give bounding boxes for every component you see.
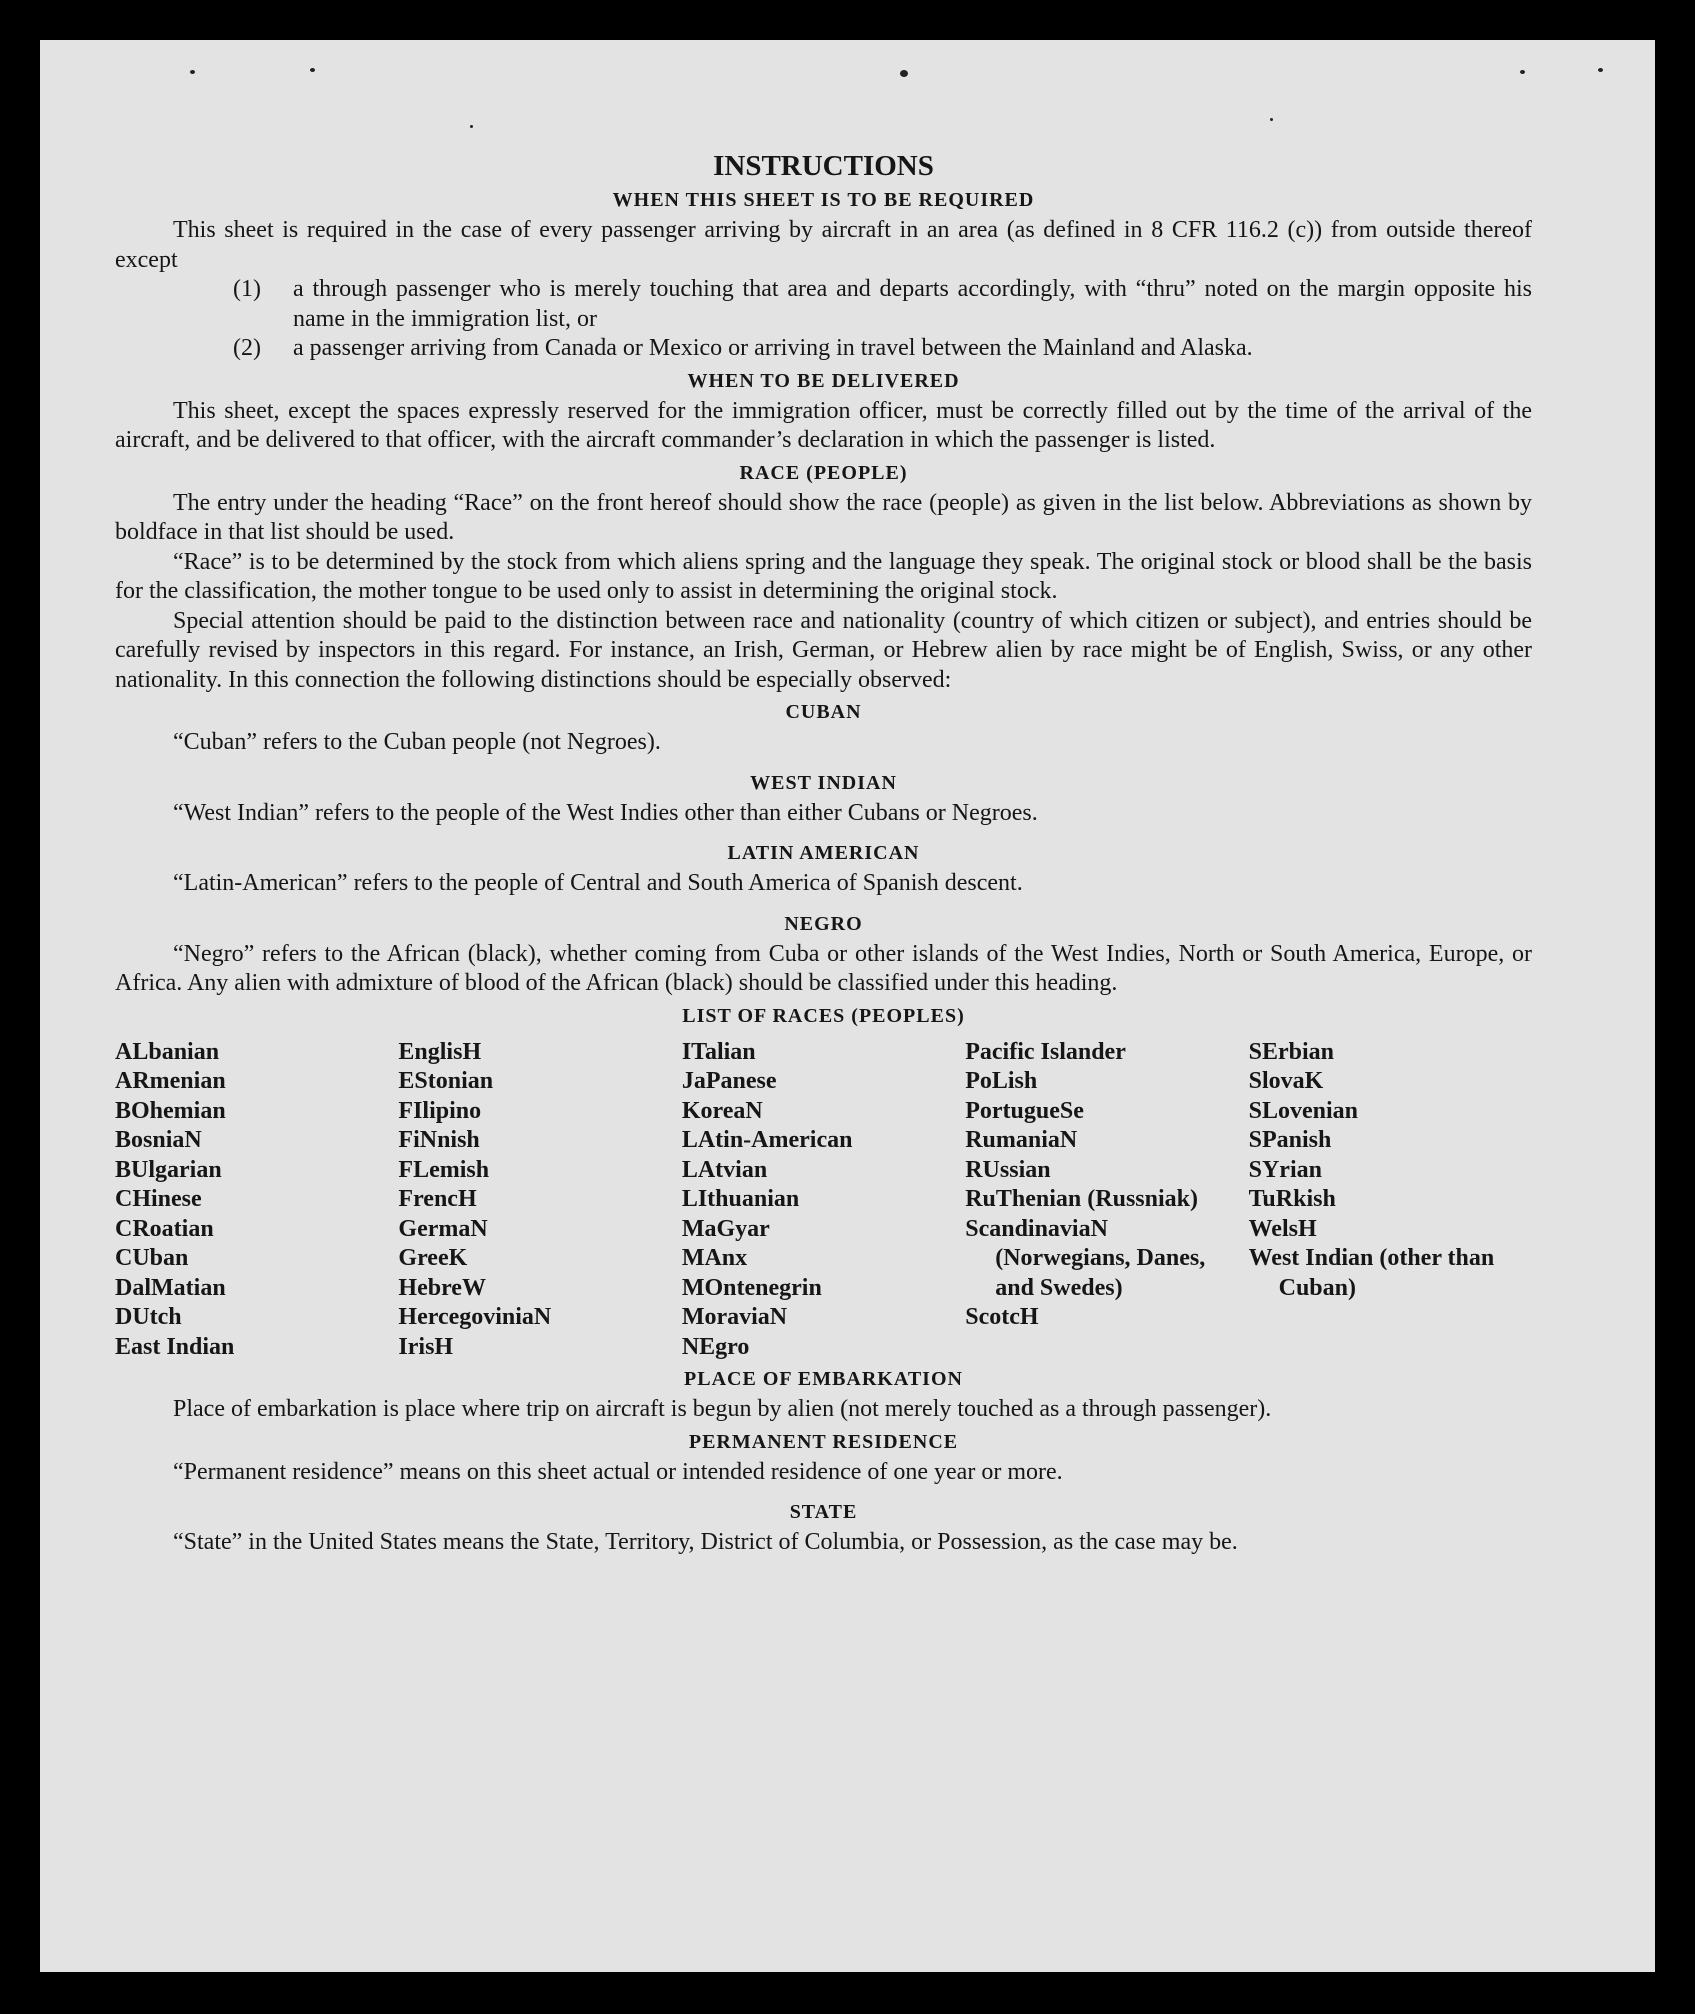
- race-item: LIthuanian: [681, 1186, 800, 1212]
- race-item: RuThenian (Russniak): [965, 1186, 1198, 1212]
- race-item: BosniaN: [115, 1127, 202, 1153]
- paragraph: “Latin-American” refers to the people of Central and South America of Spanish descent.: [173, 870, 1023, 896]
- race-item: CUban: [115, 1245, 189, 1271]
- race-item: NEgro: [681, 1333, 750, 1360]
- race-item: WelsH: [1248, 1215, 1317, 1242]
- race-item: FiNnish: [398, 1127, 480, 1153]
- paragraph: “Cuban” refers to the Cuban people (not Negroes).: [173, 729, 661, 755]
- paragraph: “Negro” refers to the African (black), whether coming from Cuba or other islands of the West Indies, North or South America, Europe, or Africa. Any alien with admixture of blood of the African (black) should be classified under this heading.: [115, 940, 1532, 996]
- race-column: [965, 1038, 1248, 1363]
- race-item: FLemish: [398, 1156, 490, 1183]
- race-item: SLovenian: [1248, 1097, 1358, 1124]
- race-item: MoraviaN: [681, 1304, 788, 1330]
- ink-speck: [310, 68, 315, 72]
- race-column: [682, 1038, 965, 1363]
- race-item: TuRkish: [1248, 1186, 1336, 1212]
- instructions-body: [115, 150, 1532, 1558]
- race-item: LAtvian: [681, 1156, 768, 1183]
- race-item: SlovaK: [1248, 1068, 1324, 1094]
- race-item: PoLish: [965, 1068, 1038, 1094]
- section-heading: PERMANENT RESIDENCE: [688, 1430, 959, 1453]
- section-heading: STATE: [789, 1501, 858, 1523]
- race-item: EStonian: [398, 1068, 494, 1094]
- list-text: a through passenger who is merely touching that area and departs accordingly, with “thru” noted on the margin opposite his name in the immigration list, or: [293, 276, 1532, 332]
- ink-speck: [190, 70, 195, 74]
- race-item: RUssian: [965, 1156, 1051, 1183]
- list-number: (2): [233, 335, 261, 361]
- race-item: FrencH: [398, 1186, 477, 1212]
- race-item: CRoatian: [115, 1215, 214, 1242]
- paragraph: Special attention should be paid to the distinction between race and nationality (country of which citizen or subject), and entries should be carefully revised by inspectors in this regard. For instance, an Irish, German, or Hebrew alien by race might be of English, Swiss, or any other nationality. In this connection the following distinctions should be especially observed:: [115, 607, 1532, 693]
- race-item: MaGyar: [681, 1215, 770, 1242]
- race-item: SErbian: [1248, 1038, 1334, 1065]
- section-heading: LATIN AMERICAN: [727, 842, 920, 864]
- section-heading: CUBAN: [785, 701, 862, 723]
- section-heading: LIST OF RACES (PEOPLES): [682, 1004, 965, 1027]
- race-item: BUlgarian: [115, 1156, 222, 1183]
- race-item: MAnx: [681, 1245, 748, 1271]
- race-item: DUtch: [115, 1304, 182, 1330]
- paragraph: “Race” is to be determined by the stock from which aliens spring and the language they speak. The original stock or blood shall be the basis for the classification, the mother tongue to be used only to assist in determining the original stock.: [115, 548, 1532, 604]
- ink-speck: [900, 70, 908, 77]
- race-column: [1249, 1038, 1532, 1363]
- race-column: [115, 1038, 398, 1363]
- paragraph: “West Indian” refers to the people of the West Indies other than either Cubans or Negroes.: [173, 799, 1038, 826]
- race-item: ScandinaviaN (Norwegians, Danes, and Swedes): [965, 1215, 1206, 1301]
- document-page: [40, 40, 1655, 1972]
- race-item: HebreW: [398, 1274, 486, 1301]
- race-item: SPanish: [1248, 1127, 1332, 1153]
- section-heading: NEGRO: [784, 912, 863, 935]
- race-item: PortugueSe: [965, 1097, 1084, 1124]
- paragraph: This sheet, except the spaces expressly reserved for the immigration officer, must be correctly filled out by the time of the arrival of the aircraft, and be delivered to that officer, with the aircraft commander’s declaration in which the passenger is listed.: [115, 397, 1532, 453]
- race-list: [115, 1038, 1532, 1363]
- race-item: ALbanian: [115, 1038, 220, 1065]
- race-item: East Indian: [115, 1333, 235, 1360]
- ink-speck: [1270, 118, 1273, 121]
- race-item: ITalian: [681, 1038, 756, 1065]
- race-item: MOntenegrin: [681, 1274, 822, 1301]
- ink-speck: [470, 125, 473, 128]
- page-title: INSTRUCTIONS: [713, 150, 934, 182]
- paragraph: This sheet is required in the case of every passenger arriving by aircraft in an area (as defined in 8 CFR 116.2 (c)) from outside thereof except: [115, 217, 1532, 273]
- race-item: GreeK: [398, 1245, 468, 1271]
- race-item: West Indian (other than Cuban): [1248, 1245, 1495, 1301]
- race-item: EnglisH: [398, 1038, 482, 1065]
- race-item: GermaN: [398, 1215, 488, 1242]
- list-item: [233, 275, 1532, 334]
- race-item: HercegoviniaN: [398, 1304, 552, 1330]
- list-item: [233, 334, 1532, 364]
- race-item: ScotcH: [965, 1304, 1039, 1330]
- paragraph: The entry under the heading “Race” on the front hereof should show the race (people) as given in the list below. Abbreviations as shown by boldface in that list should be used.: [115, 489, 1532, 545]
- race-item: JaPanese: [681, 1068, 777, 1094]
- section-heading: RACE (PEOPLE): [739, 461, 908, 484]
- section-heading: WEST INDIAN: [750, 771, 897, 794]
- paragraph: “State” in the United States means the State, Territory, District of Columbia, or Possession, as the case may be.: [173, 1529, 1238, 1555]
- race-item: SYrian: [1248, 1156, 1322, 1183]
- race-item: FIlipino: [398, 1097, 482, 1124]
- paragraph: Place of embarkation is place where trip on aircraft is begun by alien (not merely touched as a through passenger).: [173, 1396, 1272, 1422]
- race-item: Pacific Islander: [965, 1038, 1126, 1065]
- section-heading: WHEN THIS SHEET IS TO BE REQUIRED: [612, 189, 1035, 211]
- race-item: LAtin-American: [681, 1127, 853, 1153]
- ink-speck: [1520, 70, 1525, 74]
- race-item: CHinese: [115, 1186, 202, 1212]
- race-item: RumaniaN: [965, 1127, 1078, 1153]
- ink-speck: [1598, 68, 1603, 72]
- race-item: DalMatian: [115, 1274, 226, 1301]
- section-heading: WHEN TO BE DELIVERED: [687, 369, 960, 392]
- list-number: (1): [233, 276, 261, 302]
- paragraph: “Permanent residence” means on this sheet actual or intended residence of one year or more.: [173, 1458, 1063, 1485]
- list-text: a passenger arriving from Canada or Mexico or arriving in travel between the Mainland and Alaska.: [293, 335, 1253, 361]
- race-column: [398, 1038, 681, 1363]
- race-item: BOhemian: [115, 1097, 226, 1124]
- race-item: KoreaN: [681, 1097, 763, 1124]
- race-item: IrisH: [398, 1333, 454, 1360]
- section-heading: PLACE OF EMBARKATION: [684, 1368, 963, 1390]
- race-item: ARmenian: [115, 1068, 226, 1094]
